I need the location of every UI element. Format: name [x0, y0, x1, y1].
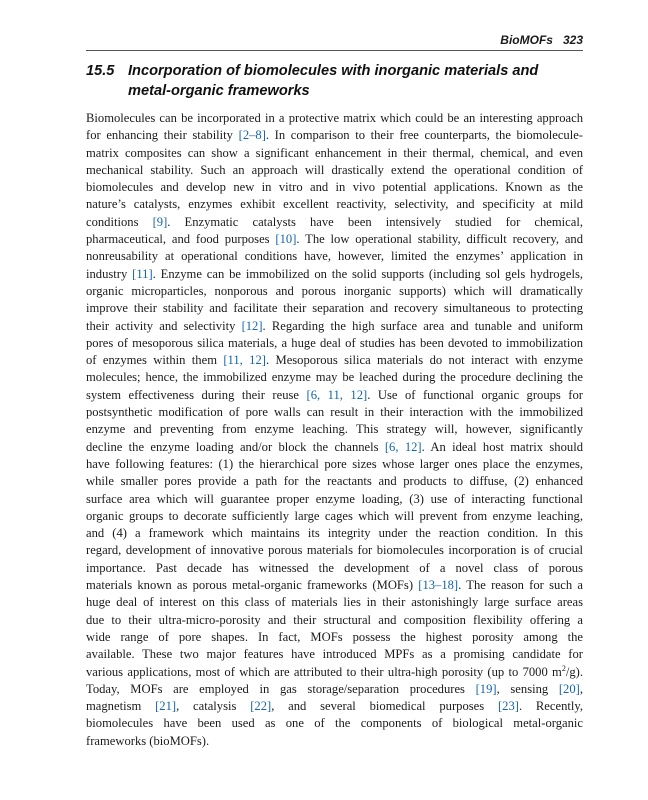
superscript: 2	[561, 663, 566, 673]
text-line	[86, 525, 583, 542]
citation-link[interactable]: [9]	[152, 214, 168, 229]
text-run: nature’s catalysts, enzymes exhibit excellent reactivity, selectivity, and specificity at mild	[86, 197, 583, 212]
text-run: pharmaceutical, and food purposes	[86, 232, 276, 247]
text-run: /g).	[565, 664, 583, 679]
header-rule	[86, 50, 583, 51]
text-line	[86, 508, 583, 525]
section-title-line-1: Incorporation of biomolecules with inorganic materials and	[128, 63, 539, 79]
text-run: . The low operational stability, difficult recovery, and	[296, 232, 584, 247]
text-run: . Recently,	[518, 699, 584, 714]
citation-link[interactable]: [6, 12]	[384, 439, 422, 454]
text-run: ,	[579, 681, 583, 696]
text-line	[86, 456, 583, 473]
page-number: 323	[562, 33, 583, 47]
text-run: surface area which will guarantee proper enzyme loading, (3) use of interacting functional	[86, 491, 583, 506]
text-run: . Use of functional organic groups for	[367, 387, 583, 402]
text-line	[86, 629, 583, 646]
text-line	[86, 491, 583, 508]
citation-link[interactable]: [6, 11, 12]	[306, 387, 368, 402]
text-run: . An ideal host matrix should	[421, 439, 583, 454]
text-line	[86, 733, 583, 750]
text-line	[86, 542, 583, 559]
text-run: and (4) a framework which maintains its integrity under the reaction condition. In this	[86, 526, 583, 541]
text-run: while smaller pores provide a path for the reactants and products to diffuse, (2) enhanced	[86, 474, 583, 489]
citation-link[interactable]: [20]	[558, 681, 580, 696]
text-run: . The reason for such a	[458, 578, 583, 593]
running-header	[86, 33, 583, 47]
text-line	[86, 352, 583, 369]
text-run: , and several biomedical purposes	[271, 699, 498, 714]
text-line	[86, 698, 583, 715]
text-line	[86, 681, 583, 698]
citation-link[interactable]: [19]	[475, 681, 497, 696]
text-run: pores of mesoporous silica materials, a huge deal of studies has been devoted to immobilization	[86, 335, 583, 350]
citation-link[interactable]: [13–18]	[418, 578, 459, 593]
text-run: organic microparticles, nonporous and porous inorganic supports) which will dramatically	[86, 283, 583, 298]
text-line	[86, 145, 583, 162]
text-line	[86, 283, 583, 300]
text-run: Today, MOFs are employed in gas storage/separation procedures	[86, 681, 476, 696]
text-line	[86, 473, 583, 490]
text-run: . Enzymatic catalysts have been intensively studied for chemical,	[167, 214, 583, 229]
text-line	[86, 664, 583, 681]
text-run: . Mesoporous silica materials do not interact with enzyme	[265, 353, 583, 368]
text-run: molecules; hence, the immobilized enzyme may be leached during the procedure declining the	[86, 370, 583, 385]
text-run: matrix composites can show a significant enhancement in their thermal, chemical, and even	[86, 145, 583, 160]
text-run: conditions	[86, 214, 153, 229]
section-number: 15.5	[86, 63, 115, 79]
text-line	[86, 127, 583, 144]
text-run: system effectiveness during their reuse	[86, 387, 307, 402]
text-run: , sensing	[496, 681, 559, 696]
text-run: magnetism	[86, 699, 156, 714]
text-run: nonreusability at operational conditions have, however, limited the enzymes’ application in	[86, 249, 583, 264]
text-run: wide range of pore shapes. In fact, MOFs possess the highest porosity among the	[86, 629, 583, 644]
text-line	[86, 335, 583, 352]
text-line	[86, 594, 583, 611]
citation-link[interactable]: [22]	[250, 699, 272, 714]
citation-link[interactable]: [11, 12]	[223, 353, 266, 368]
text-run: enzyme and preventing from enzyme leaching. This strategy will, however, significantly	[86, 422, 583, 437]
running-header-title: BioMOFs	[500, 33, 553, 47]
text-run: their activity and selectivity	[86, 318, 242, 333]
citation-link[interactable]: [11]	[132, 266, 153, 281]
citation-link[interactable]: [12]	[241, 318, 263, 333]
text-line	[86, 560, 583, 577]
text-line	[86, 179, 583, 196]
body-paragraph	[86, 110, 583, 750]
text-line	[86, 196, 583, 213]
text-line	[86, 248, 583, 265]
text-run: regard, development of innovative porous materials for biomolecules incorporation is of crucial	[86, 543, 583, 558]
text-line	[86, 421, 583, 438]
text-line	[86, 404, 583, 421]
text-line	[86, 577, 583, 594]
text-run: mechanical stability. Such an approach will drastically extend the operational condition of	[86, 162, 583, 177]
text-run: of enzymes within them	[86, 353, 224, 368]
text-run: materials known as porous metal-organic frameworks (MOFs)	[86, 578, 419, 593]
text-run: . Regarding the high surface area and tunable and uniform	[262, 318, 583, 333]
text-run: for enhancing their stability	[86, 128, 239, 143]
text-run: due to their ultra-micro-porosity and their structural and composition flexibility offering a	[86, 612, 583, 627]
text-line	[86, 369, 583, 386]
citation-link[interactable]: [10]	[275, 232, 297, 247]
citation-link[interactable]: [2–8]	[238, 128, 266, 143]
text-line	[86, 162, 583, 179]
text-run: biomolecules have been used as one of the components of biological metal-organic	[86, 716, 583, 731]
text-run: various applications, most of which are attributed to their ultra-high porosity (up to 7000 m	[86, 664, 562, 679]
text-line	[86, 387, 583, 404]
text-line	[86, 318, 583, 335]
text-line	[86, 715, 583, 732]
text-line	[86, 231, 583, 248]
text-run: postsynthetic modification of pore walls can result in their interaction with the immobilized	[86, 405, 583, 420]
text-run: , catalysis	[176, 699, 251, 714]
text-line	[86, 612, 583, 629]
citation-link[interactable]: [23]	[497, 699, 519, 714]
text-line	[86, 439, 583, 456]
text-run: available. These two major features have introduced MPFs as a promising candidate for	[86, 647, 583, 662]
section-title-line-2: metal-organic frameworks	[128, 83, 310, 99]
text-run: have following features: (1) the hierarchical pore sizes whose larger ones place the enzymes,	[86, 456, 583, 471]
text-line	[86, 214, 583, 231]
text-run: improve their stability and facilitate their separation and recovery simultaneous to protecting	[86, 301, 583, 316]
text-run: huge deal of interest on this class of materials lies in their astonishingly large surface areas	[86, 595, 583, 610]
text-run: industry	[86, 266, 133, 281]
text-run: . Enzyme can be immobilized on the solid supports (including sol gels hydrogels,	[152, 266, 583, 281]
text-run: . In comparison to their free counterparts, the biomolecule-	[265, 128, 583, 143]
text-run: frameworks (bioMOFs).	[86, 733, 210, 748]
text-line	[86, 110, 583, 127]
citation-link[interactable]: [21]	[155, 699, 177, 714]
text-line	[86, 300, 583, 317]
text-run: organic groups to decorate sufficiently large cages which will prevent from enzyme leaching,	[86, 508, 583, 523]
text-line	[86, 266, 583, 283]
text-run: importance. Past decade has witnessed the development of a novel class of porous	[86, 560, 583, 575]
section-heading	[86, 61, 556, 101]
text-run: Biomolecules can be incorporated in a protective matrix which could be an interesting approach	[86, 111, 583, 125]
text-run: decline the enzyme loading and/or block the channels	[86, 439, 385, 454]
text-run: biomolecules and develop new in vitro and in vivo potential applications. Known as the	[86, 180, 583, 195]
text-line	[86, 646, 583, 663]
